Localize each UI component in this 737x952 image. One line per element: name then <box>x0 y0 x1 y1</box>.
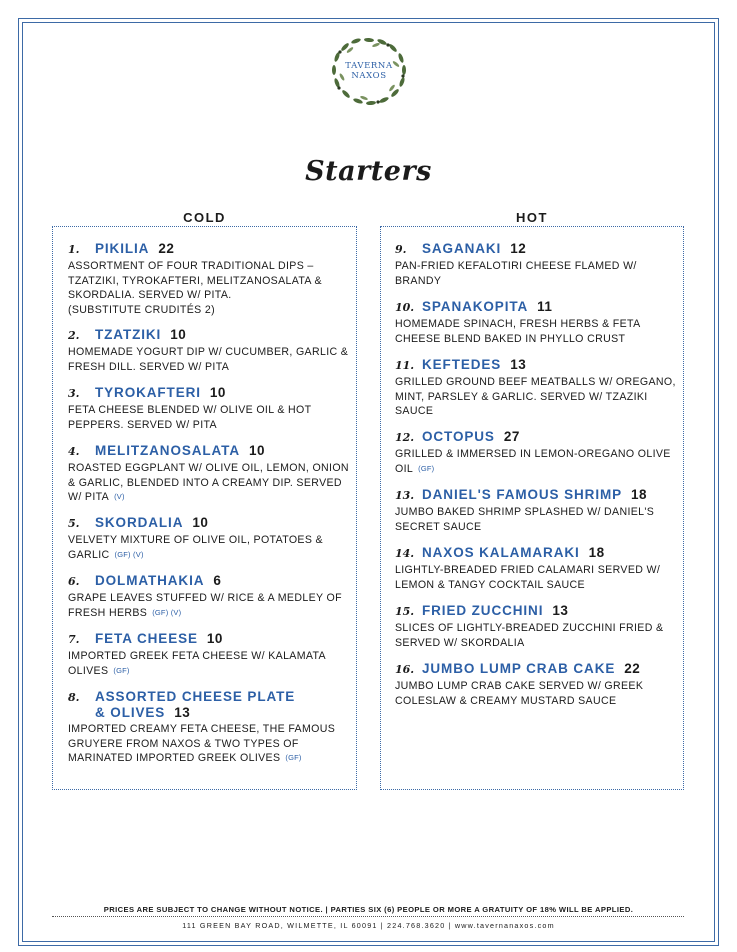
menu-item <box>68 573 350 620</box>
item-number: 11. <box>395 359 415 372</box>
item-description <box>68 649 350 678</box>
menu-item <box>68 443 350 505</box>
menu-item <box>395 357 679 419</box>
item-description: FETA CHEESE BLENDED W/ OLIVE OIL & HOT PEPPERS. SERVED W/ PITA <box>68 404 312 431</box>
item-number: 4. <box>68 445 80 458</box>
hot-starters-section <box>380 226 684 790</box>
menu-item <box>68 385 350 432</box>
item-number: 2. <box>68 329 80 342</box>
menu-item <box>395 603 679 650</box>
item-number: 7. <box>68 633 80 646</box>
menu-item <box>395 429 679 476</box>
item-price: 10 <box>248 443 266 458</box>
cold-column-heading: COLD <box>183 210 226 225</box>
item-description-text: GRILLED & IMMERSED IN LEMON-OREGANO OLIVE OIL <box>395 448 671 475</box>
menu-item <box>68 689 350 766</box>
item-description-text: GRAPE LEAVES STUFFED W/ RICE & A MEDLEY OF FRESH HERBS <box>68 592 342 619</box>
item-description: HOMEMADE YOGURT DIP W/ CUCUMBER, GARLIC & FRESH DILL. SERVED W/ PITA <box>68 346 349 373</box>
logo-text-naxos: NAXOS <box>351 71 387 81</box>
item-description-text: ASSORTMENT OF FOUR TRADITIONAL DIPS – TZATZIKI, TYROKAFTERI, MELITZANOSALATA & SKORDALIA. SERVED W/ PITA. <box>68 260 322 302</box>
item-price: 11 <box>537 299 553 314</box>
item-description <box>68 259 350 317</box>
item-number: 3. <box>68 387 80 400</box>
item-number: 15. <box>395 605 415 618</box>
item-number: 10. <box>395 301 415 314</box>
item-price: 13 <box>174 705 191 720</box>
item-number: 14. <box>395 547 415 560</box>
item-price: 13 <box>510 357 527 372</box>
item-description: JUMBO LUMP CRAB CAKE SERVED W/ GREEK COLESLAW & CREAMY MUSTARD SAUCE <box>395 680 644 707</box>
item-name: SPANAKOPITA <box>422 299 529 314</box>
item-name: OCTOPUS <box>422 429 495 444</box>
item-price: 27 <box>503 429 520 444</box>
menu-item <box>395 299 679 346</box>
menu-item <box>395 241 679 288</box>
item-description <box>68 591 350 620</box>
item-description-text: VELVETY MIXTURE OF OLIVE OIL, POTATOES & GARLIC <box>68 534 323 561</box>
item-price: 12 <box>510 241 527 256</box>
item-price: 18 <box>631 487 648 502</box>
item-description <box>68 533 350 562</box>
item-description <box>68 722 350 766</box>
item-description <box>395 447 679 476</box>
olive-wreath-icon <box>330 36 408 106</box>
item-name: SAGANAKI <box>422 241 502 256</box>
item-description: GRILLED GROUND BEEF MEATBALLS W/ OREGANO, MINT, PARSLEY & GARLIC. SERVED W/ TZAZIKI SAUCE <box>395 376 676 418</box>
dietary-tag: (GF) <box>285 753 302 763</box>
page-title: Starters <box>305 156 432 187</box>
item-price: 13 <box>552 603 569 618</box>
item-name: TZATZIKI <box>95 327 162 342</box>
item-description: LIGHTLY-BREADED FRIED CALAMARI SERVED W/ LEMON & TANGY COCKTAIL SAUCE <box>395 564 661 591</box>
item-number: 13. <box>395 489 415 502</box>
item-description-text: IMPORTED GREEK FETA CHEESE W/ KALAMATA OLIVES <box>68 650 326 677</box>
item-name: DANIEL'S FAMOUS SHRIMP <box>422 487 623 502</box>
dietary-tag: (GF) (V) <box>152 607 182 617</box>
item-number: 8. <box>68 691 80 704</box>
item-description: JUMBO BAKED SHRIMP SPLASHED W/ DANIEL'S SECRET SAUCE <box>395 506 655 533</box>
item-description-text: ROASTED EGGPLANT W/ OLIVE OIL, LEMON, ONION & GARLIC, BLENDED INTO A CREAMY DIP. SERVED W/ PITA <box>68 462 349 504</box>
menu-item <box>395 545 679 592</box>
menu-item <box>68 631 350 678</box>
item-name: PIKILIA <box>95 241 150 256</box>
menu-item <box>395 661 679 708</box>
item-name: SKORDALIA <box>95 515 184 530</box>
item-number: 9. <box>395 243 407 256</box>
menu-item <box>395 487 679 534</box>
item-price: 10 <box>170 327 187 342</box>
item-name: JUMBO LUMP CRAB CAKE <box>422 661 616 676</box>
item-price: 10 <box>206 631 223 646</box>
hot-column-heading: HOT <box>516 210 548 225</box>
taverna-naxos-logo <box>330 36 408 106</box>
menu-item <box>68 241 350 317</box>
item-substitution-note: (SUBSTITUTE CRUDITÉS 2) <box>68 303 215 316</box>
footer-notice: PRICES ARE SUBJECT TO CHANGE WITHOUT NOTICE. | PARTIES SIX (6) PEOPLE OR MORE A GRATUITY OF 18% WILL BE APPLIED. <box>103 905 634 914</box>
item-description: PAN-FRIED KEFALOTIRI CHEESE FLAMED W/ BRANDY <box>395 260 637 287</box>
item-price: 22 <box>158 241 175 256</box>
footer-divider <box>52 916 684 917</box>
item-number: 5. <box>68 517 80 530</box>
dietary-tag: (GF) (V) <box>114 549 144 559</box>
dietary-tag: (V) <box>114 492 125 502</box>
item-price: 18 <box>588 545 605 560</box>
footer-address: 111 GREEN BAY ROAD, WILMETTE, IL 60091 | 224.768.3620 | www.tavernanaxos.com <box>182 921 555 930</box>
item-name: KEFTEDES <box>422 357 502 372</box>
item-price: 10 <box>209 385 226 400</box>
dietary-tag: (GF) <box>113 665 130 675</box>
menu-item <box>68 327 350 374</box>
item-price: 22 <box>624 661 641 676</box>
item-name: TYROKAFTERI <box>95 385 201 400</box>
item-name-continued: & OLIVES <box>95 705 166 720</box>
item-number: 6. <box>68 575 80 588</box>
item-name: FRIED ZUCCHINI <box>422 603 544 618</box>
menu-item <box>68 515 350 562</box>
item-description-text: IMPORTED CREAMY FETA CHEESE, THE FAMOUS GRUYERE FROM NAXOS & TWO TYPES OF MARINATED IMPORTED GREEK OLIVES <box>68 723 336 765</box>
item-number: 16. <box>395 663 415 676</box>
item-name: NAXOS KALAMARAKI <box>422 545 580 560</box>
item-description: SLICES OF LIGHTLY-BREADED ZUCCHINI FRIED & SERVED W/ SKORDALIA <box>395 622 664 649</box>
item-description <box>68 461 350 505</box>
item-price: 6 <box>213 573 222 588</box>
item-price: 10 <box>192 515 209 530</box>
item-name: MELITZANOSALATA <box>95 443 240 458</box>
item-description: HOMEMADE SPINACH, FRESH HERBS & FETA CHEESE BLEND BAKED IN PHYLLO CRUST <box>395 318 640 345</box>
item-number: 12. <box>395 431 415 444</box>
cold-starters-section <box>52 226 357 790</box>
dietary-tag: (GF) <box>418 463 435 473</box>
logo-text-taverna: TAVERNA <box>345 61 393 71</box>
item-name: DOLMATHAKIA <box>95 573 205 588</box>
item-name: FETA CHEESE <box>95 631 198 646</box>
item-number: 1. <box>68 243 80 256</box>
item-name: ASSORTED CHEESE PLATE <box>95 689 296 704</box>
